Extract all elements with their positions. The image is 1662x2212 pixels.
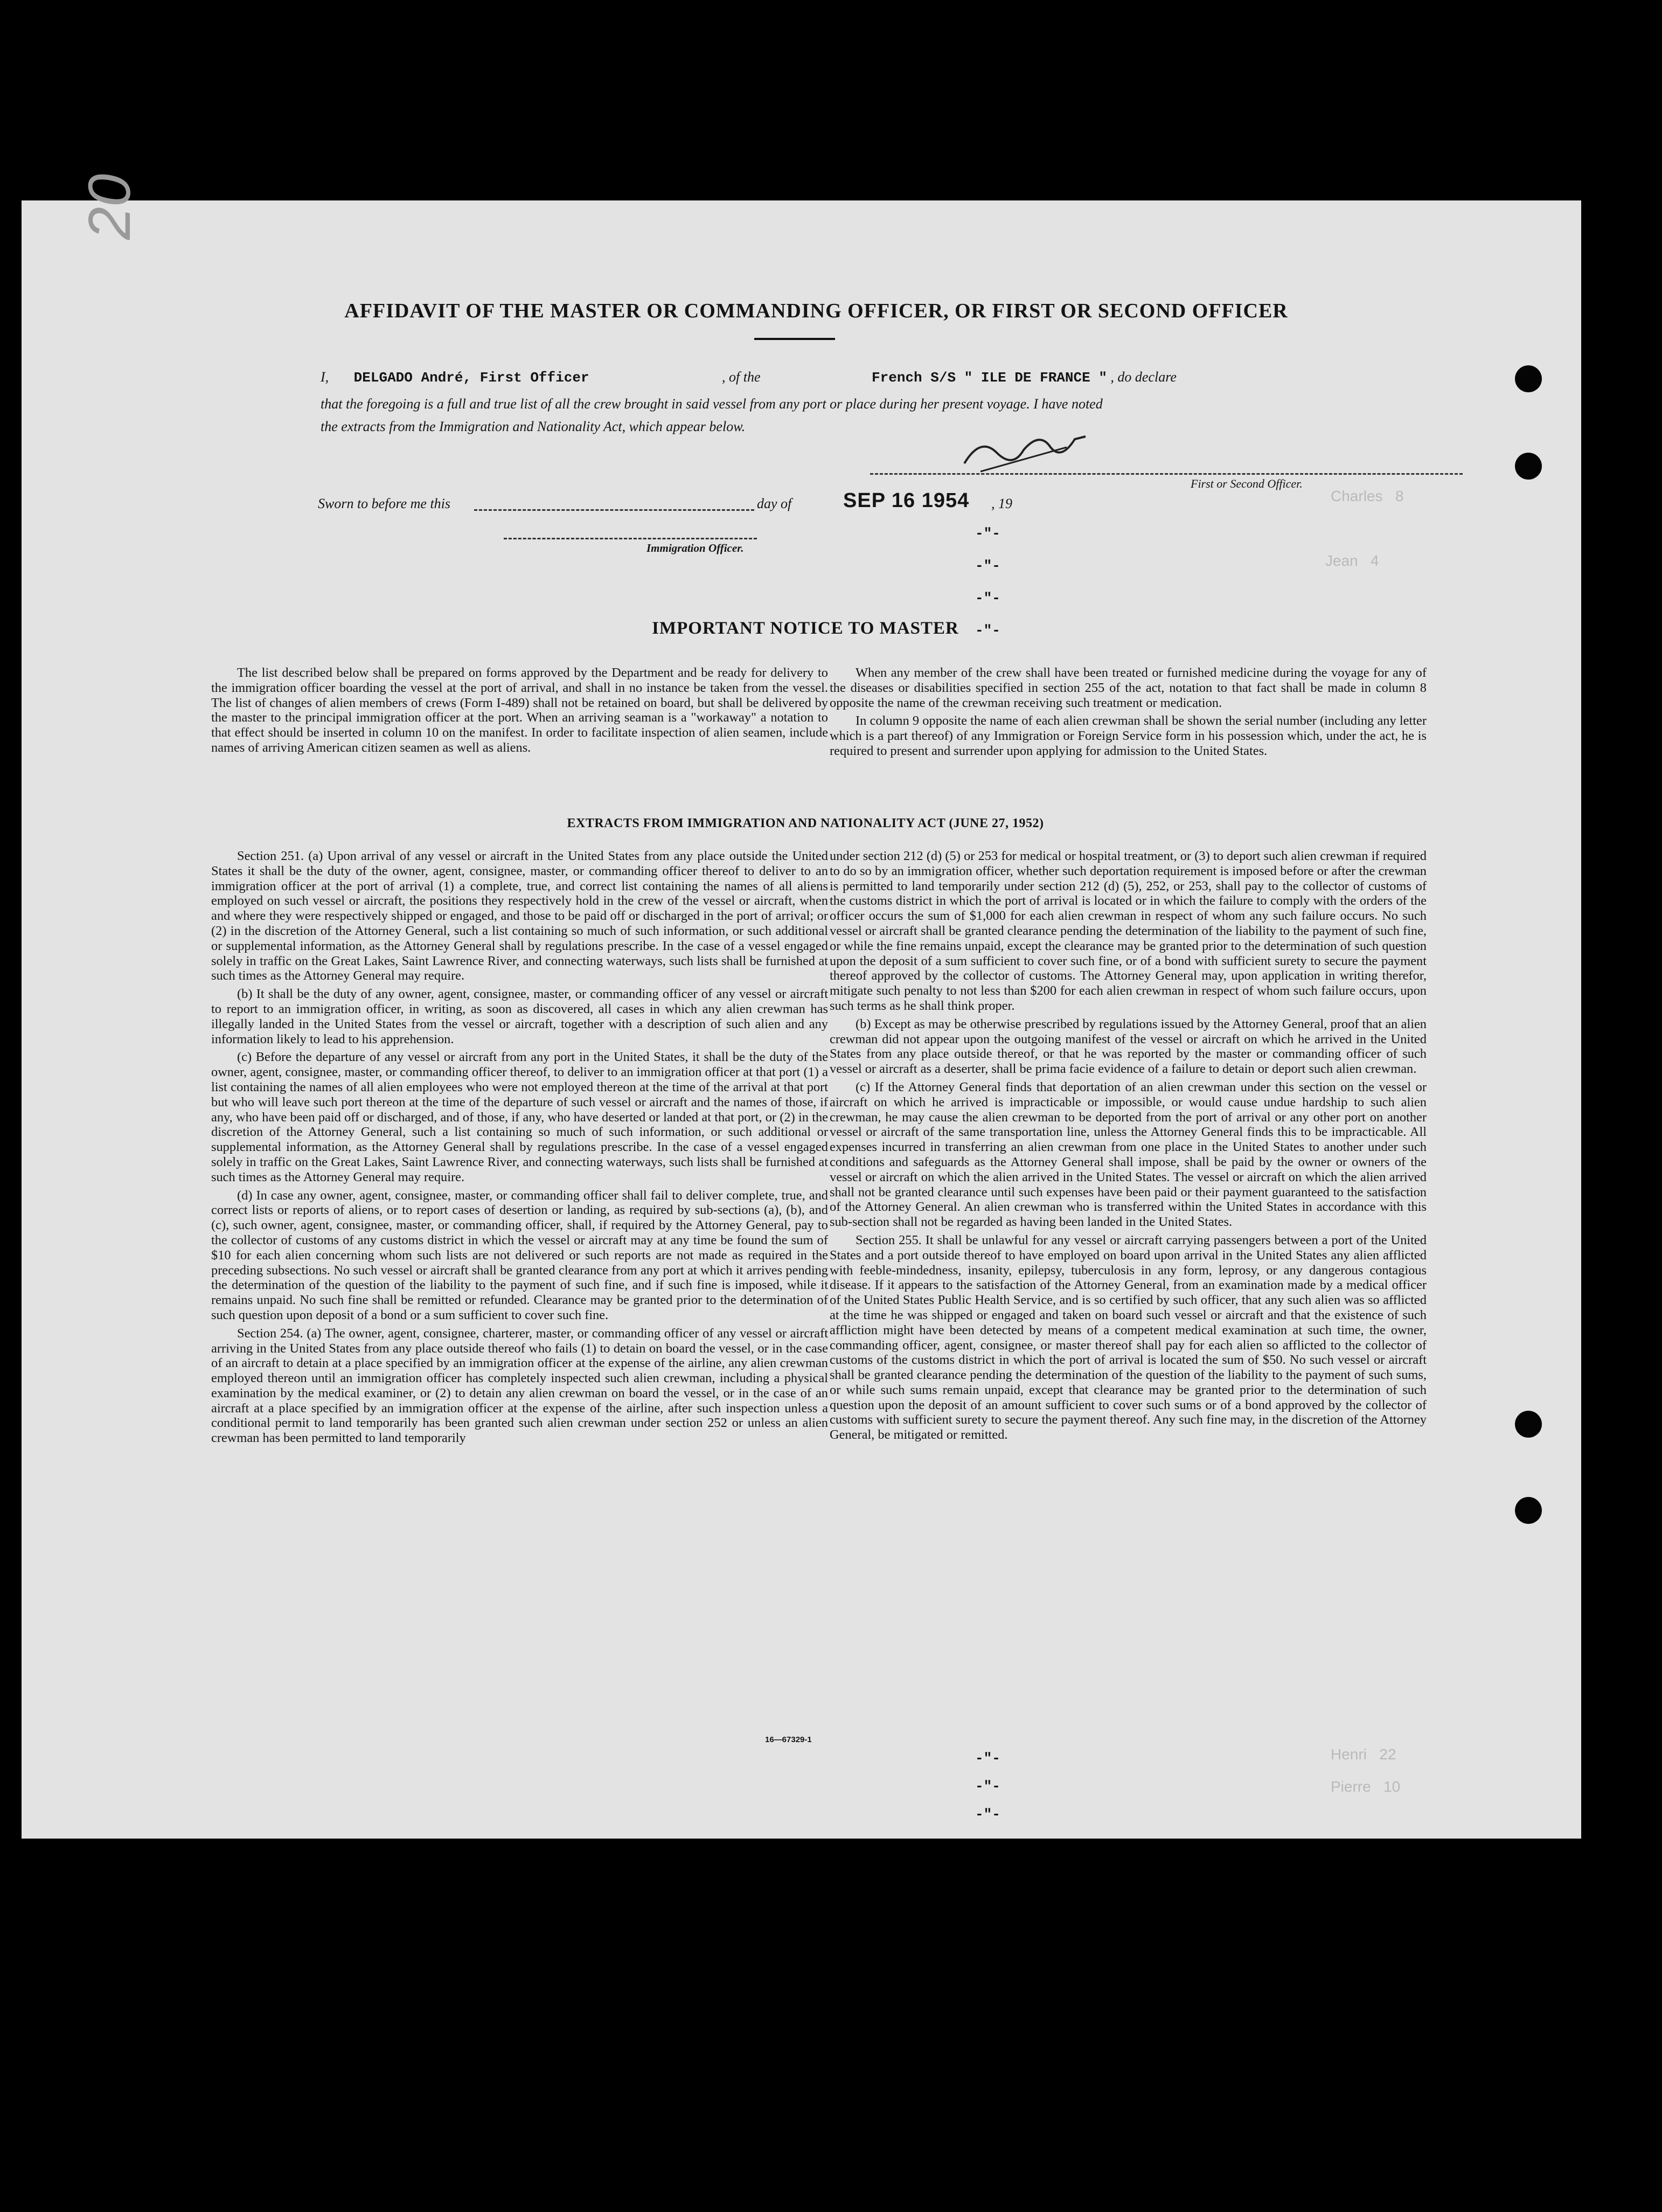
bleed-through-text: Charles 8 — [1331, 488, 1404, 504]
extract-paragraph: (b) It shall be the duty of any owner, agent, consignee, master, or commanding officer of any vessel or aircraft to report to an immigration officer, in writing, as soon as discovered, all cases in which any alien crewman has illegally landed in the United States from the vessel or aircraft, together with a description of such alien and any information likely to lead to his apprehension. — [211, 987, 828, 1046]
form-number: 16—67329-1 — [765, 1735, 812, 1744]
immigration-officer-line — [504, 538, 757, 539]
title-rule — [754, 338, 835, 340]
signature-caption: First or Second Officer. — [1191, 477, 1303, 490]
day-line — [474, 509, 754, 511]
declare-label: , do declare — [1110, 369, 1177, 385]
notice-right-paragraph: In column 9 opposite the name of each alien crewman shall be shown the serial number (including any letter which is a part thereof) of any Immigration or Foreign Service form in his possession which, under the act, he is required to present and surrender upon applying for admission to the United States. — [830, 713, 1427, 758]
declaration-line: the extracts from the Immigration and Nationality Act, which appear below. — [321, 419, 746, 434]
day-of-label: day of — [757, 496, 792, 511]
ditto-mark: -"- — [975, 525, 1000, 542]
bleed-through-text: Jean 4 — [1325, 552, 1379, 569]
year-label: , 19 — [991, 496, 1012, 511]
affidavit-title: AFFIDAVIT OF THE MASTER OR COMMANDING OFFICER, OR FIRST OR SECOND OFFICER — [344, 300, 1288, 322]
extract-paragraph: (c) If the Attorney General finds that deportation of an alien crewman under this section on the vessel or aircraft on which he arrived is impracticable or impossible, or would cause undue hardship to such alien crewman, he may cause the alien crewman to be deported from the port of arrival or any other port on another vessel or aircraft of the same transportation line, unless the Attorney General finds this to be impracticable. All expenses incurred in transferring an alien crewman from one place in the United States to another under such conditions and safeguards as the Attorney General shall impose, shall be paid by the owner or owners of the vessel or aircraft on which the alien arrived in the United States. The vessel or aircraft on which the alien arrived shall not be granted clearance until such expenses have been paid or their payment guaranteed to the satisfaction of the Attorney General. An alien crewman who is transferred within the United States in accordance with this sub-section shall not be regarded as having been landed in the United States. — [830, 1079, 1427, 1230]
declaration-line: that the foregoing is a full and true list of all the crew brought in said vessel from any port or place during her present voyage. I have noted — [321, 396, 1103, 412]
officer-name: DELGADO André, First Officer — [353, 370, 589, 386]
extract-paragraph: Section 254. (a) The owner, agent, consignee, charterer, master, or commanding officer of any vessel or aircraft arriving in the United States from any place outside thereof who fails (1) to detain on board the vessel, or in the case of an aircraft to detain at a place specified by an immigration officer at the expense of the airline, any alien crewman employed thereon until an immigration officer has completely inspected such alien crewman, including a physical examination by the medical examiner, or (2) to detain any alien crewman on board the vessel, or in the case of an aircraft at a place specified by an immigration officer at the expense of the airline, after such inspection unless a conditional permit to land temporarily has been granted such alien crewman under section 252 or unless an alien crewman has been permitted to land temporarily — [211, 1326, 828, 1446]
extract-paragraph: (b) Except as may be otherwise prescribed by regulations issued by the Attorney General, proof that an alien crewman did not appear upon the outgoing manifest of the vessel or aircraft on which he arrived in the United States from any place outside thereof, or that he was reported by the master or commanding officer of such vessel or aircraft as a deserter, shall be prima facie evidence of a failure to detain or deport such alien crewman. — [830, 1016, 1427, 1077]
ditto-mark: -"- — [975, 590, 1000, 606]
extract-paragraph: (d) In case any owner, agent, consignee, master, or commanding officer shall fail to deliver complete, true, and correct lists or reports of aliens, or to report cases of desertion or landing, as required by sub-sections (a), (b), and (c), such owner, agent, consignee, master, or commanding officer, shall, if required by the Attorney General, pay to the collector of customs of any customs district in which the vessel or aircraft may at any time be found the sum of $10 for each alien concerning whom such lists are not delivered or such reports are not made as required in the preceding subsections. No such vessel or aircraft shall be granted clearance from any port at which it arrives pending the determination of the question of the liability to the payment of such fine, and if such fine is imposed, while it remains unpaid. No such fine shall be remitted or refunded. Clearance may be granted prior to the determination of such question upon deposit of a bond or a sum sufficient to cover such fine. — [211, 1188, 828, 1322]
bleed-through-text: Henri 22 — [1331, 1746, 1396, 1763]
date-stamp: SEP 16 1954 — [843, 489, 970, 512]
punch-hole — [1515, 453, 1542, 480]
page-number: 20 — [77, 174, 143, 240]
ditto-mark: -"- — [975, 1750, 1000, 1766]
extract-paragraph: Section 255. It shall be unlawful for any vessel or aircraft carrying passengers between a port of the United States and a port outside thereof to have employed on board upon arrival in the United States any alien afflicted with feeble-mindedness, insanity, epilepsy, tuberculosis in any form, leprosy, or any dangerous contagious disease. If it appears to the satisfaction of the Attorney General, from an examination made by a medical officer of the United States Public Health Service, and is so certified by such officer, that any such alien was so afflicted at the time he was shipped or engaged and taken on board such vessel or aircraft and that the existence of such affliction might have been detected by means of a competent medical examination at such time, the owner, commanding officer, agent, consignee, or master thereof shall pay for each alien so afflicted to the collector of customs of the customs district in which the port of arrival is located the sum of $50. No such vessel or aircraft shall be granted clearance pending the determination of the question of the liability to the payment of such sums, or while such sums remain unpaid, except that clearance may be granted prior to the determination of such question upon the deposit of an amount sufficient to cover such sums or of a bond approved by the collector of customs with sufficient surety to secure the payment thereof. Any such fine may, in the discretion of the Attorney General, be mitigated or remitted. — [830, 1232, 1427, 1443]
extracts-heading: EXTRACTS FROM IMMIGRATION AND NATIONALITY ACT (JUNE 27, 1952) — [567, 816, 1044, 830]
immigration-officer-label: Immigration Officer. — [646, 542, 744, 554]
signature-line — [870, 473, 1463, 475]
extract-paragraph: Section 251. (a) Upon arrival of any vessel or aircraft in the United States from any place outside the United States it shall be the duty of the owner, agent, consignee, master, or commanding officer thereof to deliver to an immigration officer at the port of arrival (1) a complete, true, and correct list containing the names of all aliens employed on such vessel or aircraft, the positions they respectively hold in the crew of the vessel or aircraft, when and where they were respectively shipped or engaged, and those to be paid off or discharged in the port of arrival; or (2) in the discretion of the Attorney General, such a list containing so much of such information, or such additional or supplemental information, as the Attorney General shall by regulations prescribe. In the case of a vessel engaged solely in traffic on the Great Lakes, Saint Lawrence River, and connecting waterways, such lists shall be furnished at such times as the Attorney General may require. — [211, 849, 828, 983]
punch-hole — [1515, 1411, 1542, 1438]
notice-left-paragraph: The list described below shall be prepared on forms approved by the Department and be ready for delivery to the immigration officer boarding the vessel at the port of arrival, and shall in no instance be taken from the vessel. The list of changes of alien members of crews (Form I-489) shall not be retained on board, but shall be delivered by the master to the principal immigration officer at the port. When an arriving seaman is a "workaway" a notation to that effect should be inserted in column 10 on the manifest. In order to facilitate inspection of alien seamen, include names of arriving American citizen seamen as well as aliens. — [211, 665, 828, 755]
extract-paragraph: (c) Before the departure of any vessel or aircraft from any port in the United States, it shall be the duty of the owner, agent, consignee, master, or commanding officer thereof, to deliver to an immigration officer at that port (1) a list containing the names of all alien employees who were not employed thereon at the time of the arrival at that port but who will leave such port thereon at the time of the departure of such vessel or aircraft and the names of those, if any, who have been paid off or discharged, and of those, if any, who have deserted or landed at that port, or (2) in the discretion of the Attorney General, such a list containing so much of such information, or such additional or supplemental information, as the Attorney General shall by regulations prescribe. In the case of a vessel engaged solely in traffic on the Great Lakes, Saint Lawrence River, and connecting waterways, such lists shall be furnished at such times as the Attorney General may require. — [211, 1050, 828, 1184]
notice-right-paragraph: When any member of the crew shall have been treated or furnished medicine during the voyage for any of the diseases or disabilities specified in section 255 of the act, notation to that fact shall be made in column 8 opposite the name of the crewman receiving such treatment or medication. — [830, 665, 1427, 710]
of-the-label: , of the — [722, 369, 761, 385]
i-label: I, — [321, 369, 329, 385]
punch-hole — [1515, 1497, 1542, 1524]
notice-heading: IMPORTANT NOTICE TO MASTER — [652, 619, 959, 638]
signature — [959, 420, 1099, 480]
ditto-mark: -"- — [975, 558, 1000, 574]
ditto-mark: -"- — [975, 1778, 1000, 1794]
extract-paragraph: under section 212 (d) (5) or 253 for medical or hospital treatment, or (3) to deport such alien crewman if required to do so by an immigration officer, whether such deportation requirement is imposed before or after the crewman is permitted to land temporarily under section 212 (d) (5), 252, or 253, shall pay to the collector of customs of the customs district in which the port of arrival is located or in which the failure to comply with the orders of the officer occurs the sum of $1,000 for each alien crewman in respect of whom any such failure occurs. No such vessel or aircraft shall be granted clearance pending the determination of the liability to the payment of such fine, or while the fine remains unpaid, except the clearance may be granted prior to the determination of such question upon the deposit of a sum sufficient to cover such fine, or of a bond with sufficient surety to secure the payment thereof approved by the collector of customs. The Attorney General may, upon application in writing therefor, mitigate such penalty to not less than $200 for each alien crewman in respect of whom such failure occurs, upon such terms as he shall think proper. — [830, 849, 1427, 1013]
vessel-name: French S/S " ILE DE FRANCE " — [872, 370, 1107, 386]
ditto-mark: -"- — [975, 1806, 1000, 1822]
bleed-through-text: Pierre 10 — [1331, 1778, 1401, 1795]
sworn-label: Sworn to before me this — [318, 496, 451, 511]
ditto-mark: -"- — [975, 622, 1000, 639]
